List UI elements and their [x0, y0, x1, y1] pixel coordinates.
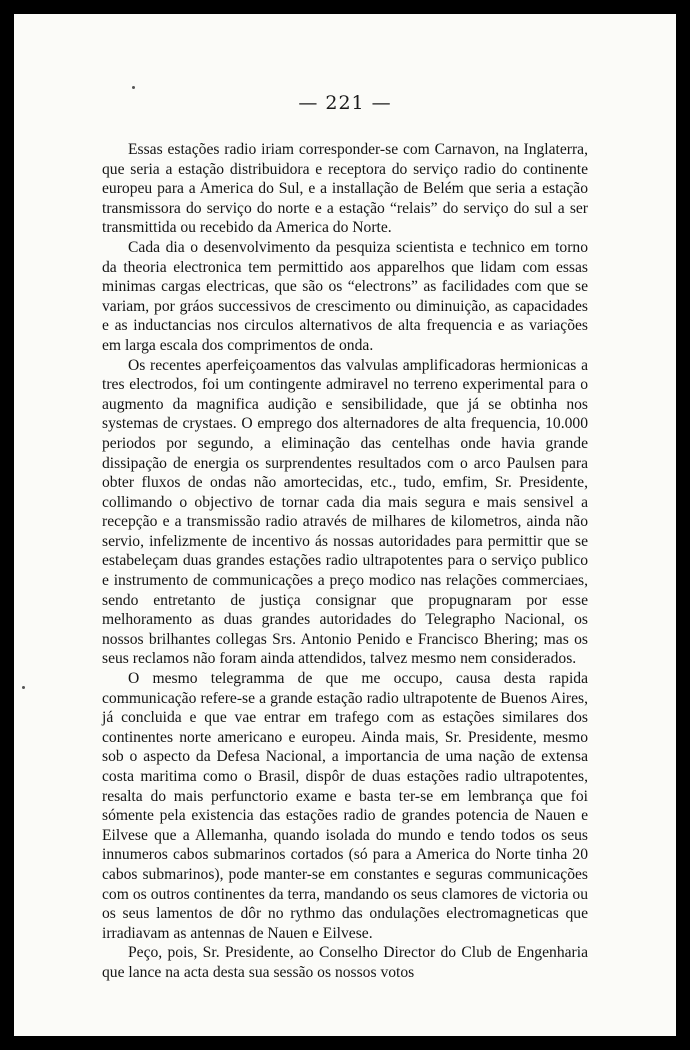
paragraph: Peço, pois, Sr. Presidente, ao Conselho Director do Club de Engenharia que lance na acta desta sua sessão os nossos votos	[102, 944, 588, 981]
page-number: — 221 —	[298, 92, 392, 114]
paragraph: O mesmo telegramma de que me occupo, causa desta rapida communicação refere-se a grande estação radio ultrapotente de Buenos Aires, já concluida e que vae entrar em trafego com as estações similares dos continentes norte americano e europeu. Ainda mais, Sr. Presidente, mesmo sob o aspecto da Defesa Nacional, a importancia de uma nação de extensa costa maritima como o Brasil, dispôr de duas estações radio ultrapotentes, resalta do mais perfunctorio exame e basta ter-se em lembrança que foi sómente pela existencia das estações radio de grandes potencia de Nauen e Eilvese que a Allemanha, quando isolada do mundo e tendo todos os seus innumeros cabos submarinos cortados (só para a America do Norte tinha 20 cabos submarinos), pode manter-se em constantes e seguras communicações com os outros continentes da terra, mandando os seus clamores de victoria ou os seus lamentos de dôr no rythmo das ondulações electromagneticas que irradiavam as antennas de Nauen e Eilvese.	[102, 670, 588, 942]
scan-speck	[22, 686, 25, 689]
paragraph: Cada dia o desenvolvimento da pesquiza scientista e technico em torno da theoria electronica tem permittido aos apparelhos que lidam com essas minimas cargas electricas, que são os “electrons” as facilidades com que se variam, por gráos successivos de crescimento ou diminuição, as capacidades e as inductancias nos circulos alternativos de alta frequencia e as variações em larga escala dos comprimentos de onda.	[102, 238, 588, 354]
scanned-page	[14, 14, 676, 1036]
paragraph: Essas estações radio iriam corresponder-se com Carnavon, na Inglaterra, que seria a estação distribuidora e receptora do serviço radio do continente europeu para a America do Sul, e a installação de Belém que seria a estação transmissora do serviço do norte e a estação “relais” do serviço do sul a ser transmittida ou recebido da America do Norte.	[102, 141, 588, 237]
scan-speck	[132, 86, 135, 89]
paragraph: Os recentes aperfeiçoamentos das valvulas amplificadoras hermionicas a tres electrodos, foi um contingente admiravel no terreno experimental para o augmento da magnifica audição e sensibilidade, que já se obtinha nos systemas de crystaes. O emprego dos alternadores de alta frequencia, 10.000 periodos por segundo, a eliminação das centelhas onde havia grande dissipação de energia os surprendentes resultados com o arco Paulsen para obter fluxos de ondas não amortecidas, etc., tudo, emfim, Sr. Presidente, collimando o objectivo de tornar cada dia mais segura e mais sensivel a recepção e a transmissão radio através de milhares de kilometros, ainda não servio, infelizmente de incentivo ás nossas autoridades para permittir que se estabeleçam duas grandes estações radio ultrapotentes para o serviço publico e instrumento de communicações a preço modico nas relações commerciaes, sendo entretanto de justiça consignar que propugnaram por esse melhoramento as duas grandes autoridades do Telegrapho Nacional, os nossos brilhantes collegas Srs. Antonio Penido e Francisco Bhering; mas os seus reclamos não foram ainda attendidos, talvez mesmo nem considerados.	[102, 356, 588, 668]
body-text	[102, 140, 588, 983]
